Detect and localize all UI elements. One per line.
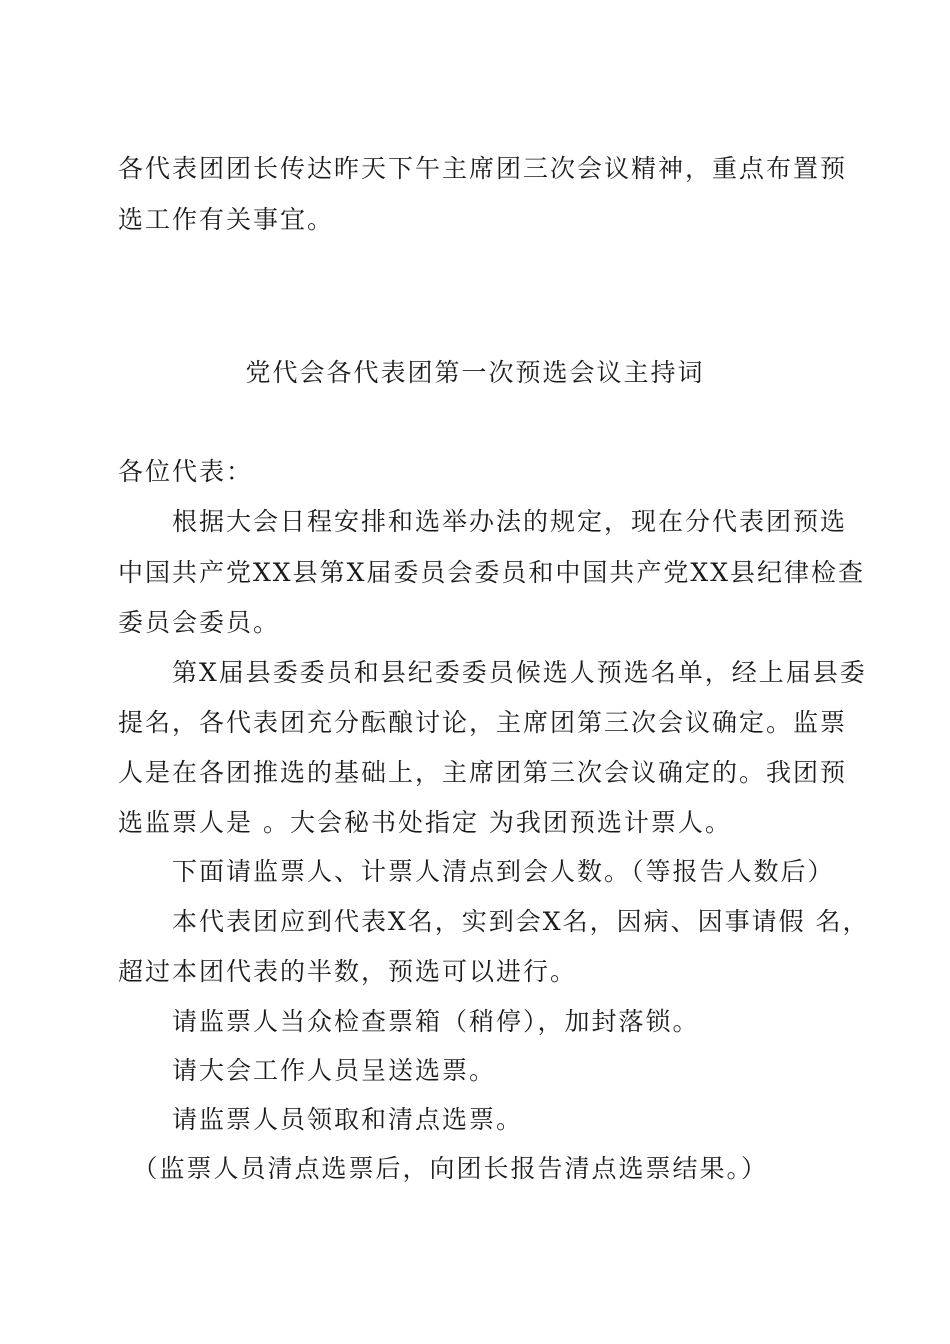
- salutation: 各位代表：: [118, 457, 254, 486]
- paragraph-4-line-2: 超过本团代表的半数，预选可以进行。: [118, 957, 578, 986]
- paragraph-1-line-3: 委员会委员。: [118, 608, 281, 637]
- intro-line-1: 各代表团团长传达昨天下午主席团三次会议精神，重点布置预: [118, 154, 848, 183]
- paragraph-3: 下面请监票人、计票人清点到会人数。（等报告人数后）: [118, 857, 835, 886]
- paragraph-2-line-3: 人是在各团推选的基础上，主席团第三次会议确定的。我团预: [118, 758, 848, 787]
- document-title: 党代会各代表团第一次预选会议主持词: [245, 358, 705, 387]
- paragraph-7: 请监票人员领取和清点选票。: [118, 1105, 524, 1134]
- paragraph-8: （监票人员清点选票后，向团长报告清点选票结果。）: [118, 1154, 769, 1183]
- paragraph-5: 请监票人当众检查票箱（稍停），加封落锁。: [118, 1007, 700, 1036]
- paragraph-2-line-4: 选监票人是 。大会秘书处指定 为我团预选计票人。: [118, 808, 732, 837]
- paragraph-2-line-1: 第X届县委委员和县纪委委员候选人预选名单，经上届县委: [118, 658, 867, 687]
- paragraph-2-line-2: 提名，各代表团充分酝酿讨论，主席团第三次会议确定。监票: [118, 708, 848, 737]
- paragraph-1-line-2: 中国共产党XX县第X届委员会委员和中国共产党XX县纪律检查: [118, 558, 865, 587]
- paragraph-4-line-1: 本代表团应到代表X名，实到会X名，因病、因事请假 名，: [118, 907, 870, 936]
- intro-line-2: 选工作有关事宜。: [118, 205, 335, 234]
- paragraph-1-line-1: 根据大会日程安排和选举办法的规定，现在分代表团预选: [118, 507, 848, 536]
- paragraph-6: 请大会工作人员呈送选票。: [118, 1056, 497, 1085]
